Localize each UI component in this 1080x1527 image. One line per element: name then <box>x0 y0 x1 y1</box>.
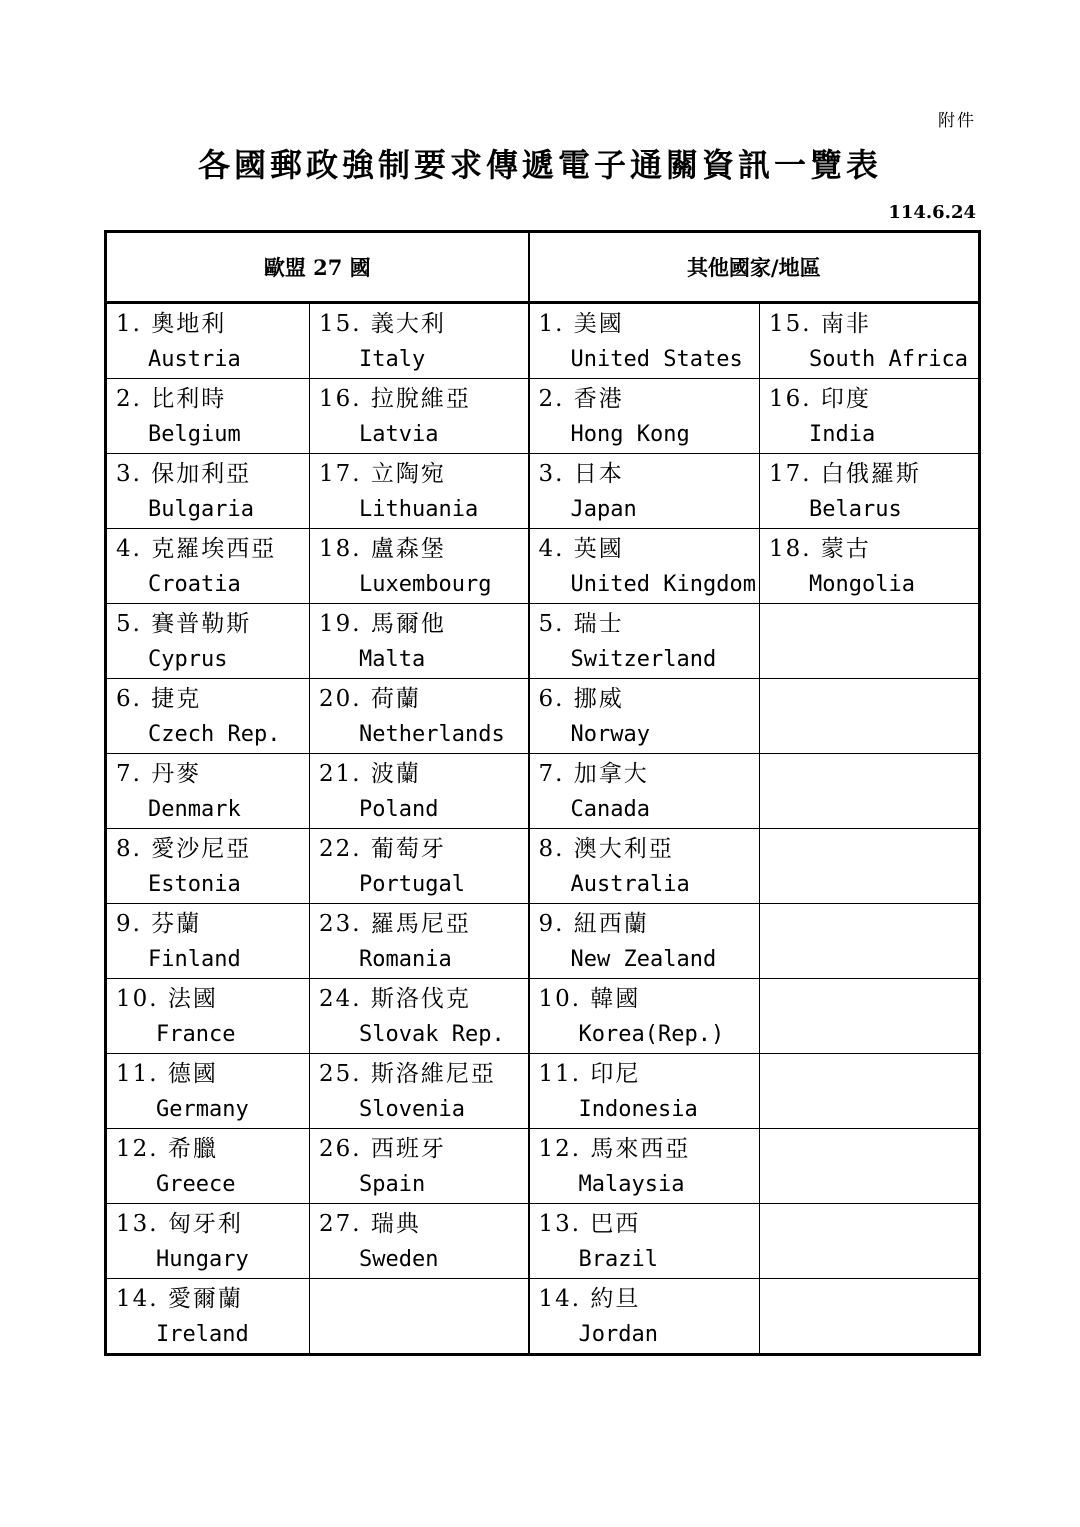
country-cell <box>310 303 529 379</box>
country-entry <box>310 604 528 678</box>
table-row <box>106 1129 980 1204</box>
country-name-en: United States <box>570 347 743 372</box>
country-name-en: Finland <box>148 947 241 972</box>
country-cell <box>529 379 760 454</box>
country-entry <box>310 904 528 978</box>
country-entry <box>760 304 978 378</box>
country-name-en: Hungary <box>156 1247 249 1272</box>
attachment-label: 附件 <box>938 111 976 131</box>
table-row <box>106 303 980 379</box>
country-table <box>104 230 981 1356</box>
country-name-zh: 12. 希臘 <box>116 1136 218 1162</box>
country-entry <box>760 679 978 681</box>
country-name-en: Norway <box>570 722 650 747</box>
country-name-en: Austria <box>148 347 241 372</box>
country-name-zh: 7. 加拿大 <box>538 761 649 787</box>
country-name-en: Latvia <box>359 422 439 447</box>
country-name-zh: 13. 匈牙利 <box>116 1211 243 1237</box>
country-name-zh: 25. 斯洛維尼亞 <box>319 1061 496 1087</box>
country-name-en: Luxembourg <box>359 572 492 597</box>
country-entry <box>107 454 309 528</box>
country-cell <box>760 529 980 604</box>
country-cell <box>529 1054 760 1129</box>
country-entry <box>530 304 760 378</box>
country-cell <box>310 979 529 1054</box>
country-name-en: Netherlands <box>359 722 505 747</box>
country-cell <box>760 754 980 829</box>
country-name-zh: 13. 巴西 <box>538 1211 641 1237</box>
country-name-zh: 6. 捷克 <box>116 686 202 712</box>
country-cell <box>529 1279 760 1355</box>
country-name-en: Hong Kong <box>570 422 690 447</box>
country-name-zh: 10. 韓國 <box>538 986 641 1012</box>
country-entry <box>530 1204 760 1278</box>
country-entry <box>530 904 760 978</box>
country-entry <box>760 529 978 603</box>
country-name-zh: 21. 波蘭 <box>319 761 421 787</box>
header-eu: 歐盟 27 國 <box>106 232 529 303</box>
country-name-en: Malaysia <box>578 1172 685 1197</box>
country-cell <box>106 604 310 679</box>
country-name-zh: 15. 南非 <box>769 311 871 337</box>
country-entry <box>107 754 309 828</box>
table-row <box>106 529 980 604</box>
country-name-en: Ireland <box>156 1322 249 1347</box>
country-entry <box>530 829 760 903</box>
country-entry <box>530 604 760 678</box>
country-name-zh: 16. 拉脫維亞 <box>319 386 471 412</box>
document-date: 114.6.24 <box>888 202 976 223</box>
country-cell <box>310 454 529 529</box>
country-cell <box>529 829 760 904</box>
country-name-zh: 12. 馬來西亞 <box>538 1136 691 1162</box>
country-entry <box>310 829 528 903</box>
country-cell <box>529 679 760 754</box>
country-name-zh: 5. 瑞士 <box>538 611 624 637</box>
country-name-zh: 18. 盧森堡 <box>319 536 446 562</box>
country-entry <box>107 679 309 753</box>
country-entry <box>530 979 760 1053</box>
country-name-zh: 20. 荷蘭 <box>319 686 421 712</box>
country-cell <box>106 1129 310 1204</box>
country-entry <box>760 454 978 528</box>
country-entry <box>310 1054 528 1128</box>
country-entry <box>107 829 309 903</box>
country-cell <box>106 379 310 454</box>
country-cell <box>310 1129 529 1204</box>
country-entry <box>760 1054 978 1056</box>
table-row <box>106 754 980 829</box>
country-entry <box>530 454 760 528</box>
country-name-en: Bulgaria <box>148 497 254 522</box>
country-name-zh: 27. 瑞典 <box>319 1211 421 1237</box>
country-name-zh: 8. 澳大利亞 <box>538 836 674 862</box>
country-entry <box>760 1279 978 1281</box>
country-name-en: Romania <box>359 947 452 972</box>
country-entry <box>107 1204 309 1278</box>
country-entry <box>107 904 309 978</box>
country-entry <box>310 1279 528 1281</box>
country-name-zh: 24. 斯洛伐克 <box>319 986 471 1012</box>
country-entry <box>310 679 528 753</box>
country-cell <box>760 454 980 529</box>
country-name-en: Lithuania <box>359 497 479 522</box>
table-row <box>106 829 980 904</box>
country-name-en: Italy <box>359 347 426 372</box>
country-name-en: Sweden <box>359 1247 439 1272</box>
country-cell <box>310 379 529 454</box>
country-name-en: Australia <box>570 872 690 897</box>
country-entry <box>107 1279 309 1353</box>
country-cell <box>760 904 980 979</box>
country-entry <box>530 1054 760 1128</box>
country-name-en: United Kingdom <box>570 572 756 597</box>
country-entry <box>310 454 528 528</box>
table-row <box>106 454 980 529</box>
country-cell <box>760 1204 980 1279</box>
country-name-zh: 7. 丹麥 <box>116 761 202 787</box>
country-name-zh: 6. 挪威 <box>538 686 624 712</box>
country-name-zh: 3. 日本 <box>538 461 624 487</box>
country-name-zh: 18. 蒙古 <box>769 536 871 562</box>
country-name-zh: 4. 英國 <box>538 536 624 562</box>
country-entry <box>310 754 528 828</box>
country-entry <box>530 379 760 453</box>
country-entry <box>107 1054 309 1128</box>
country-name-en: Czech Rep. <box>148 722 281 747</box>
country-entry <box>760 379 978 453</box>
country-name-zh: 11. 德國 <box>116 1061 218 1087</box>
country-name-zh: 16. 印度 <box>769 386 871 412</box>
country-cell <box>529 979 760 1054</box>
country-cell <box>529 454 760 529</box>
country-name-zh: 3. 保加利亞 <box>116 461 252 487</box>
country-name-en: Portugal <box>359 872 465 897</box>
table-row <box>106 1204 980 1279</box>
country-cell <box>529 529 760 604</box>
country-entry <box>760 979 978 981</box>
country-cell <box>760 1279 980 1355</box>
country-name-en: Mongolia <box>809 572 915 597</box>
country-name-en: Slovenia <box>359 1097 465 1122</box>
country-entry <box>760 1129 978 1131</box>
country-name-en: Belgium <box>148 422 241 447</box>
country-cell <box>529 303 760 379</box>
country-name-en: Spain <box>359 1172 426 1197</box>
country-name-zh: 17. 白俄羅斯 <box>769 461 921 487</box>
country-name-en: Slovak Rep. <box>359 1022 505 1047</box>
country-entry <box>530 1279 760 1353</box>
country-name-zh: 9. 芬蘭 <box>116 911 202 937</box>
country-entry <box>310 379 528 453</box>
country-entry <box>107 529 309 603</box>
country-cell <box>760 604 980 679</box>
country-cell <box>106 979 310 1054</box>
country-entry <box>530 679 760 753</box>
country-cell <box>310 1204 529 1279</box>
country-name-zh: 22. 葡萄牙 <box>319 836 446 862</box>
country-cell <box>529 604 760 679</box>
country-cell <box>760 1054 980 1129</box>
country-cell <box>106 1054 310 1129</box>
country-cell <box>106 454 310 529</box>
country-cell <box>310 1279 529 1355</box>
country-name-zh: 11. 印尼 <box>538 1061 641 1087</box>
country-entry <box>107 379 309 453</box>
country-name-en: South Africa <box>809 347 968 372</box>
country-name-en: Germany <box>156 1097 249 1122</box>
table-row <box>106 379 980 454</box>
country-name-zh: 14. 愛爾蘭 <box>116 1286 243 1312</box>
country-name-en: Switzerland <box>570 647 717 672</box>
country-name-en: India <box>809 422 876 447</box>
country-entry <box>530 529 760 603</box>
country-entry <box>530 1129 760 1203</box>
country-entry <box>310 979 528 1053</box>
header-other: 其他國家/地區 <box>529 232 980 303</box>
table-row <box>106 1054 980 1129</box>
country-name-en: Korea(Rep.) <box>578 1022 725 1047</box>
country-name-zh: 1. 美國 <box>538 311 624 337</box>
country-name-en: Greece <box>156 1172 236 1197</box>
country-cell <box>106 904 310 979</box>
country-name-zh: 26. 西班牙 <box>319 1136 446 1162</box>
country-name-zh: 15. 義大利 <box>319 311 446 337</box>
country-cell <box>760 303 980 379</box>
table-row <box>106 679 980 754</box>
country-name-en: Poland <box>359 797 439 822</box>
country-cell <box>310 679 529 754</box>
country-name-zh: 5. 賽普勒斯 <box>116 611 252 637</box>
country-cell <box>106 529 310 604</box>
country-cell <box>310 1054 529 1129</box>
country-cell <box>529 754 760 829</box>
country-name-zh: 19. 馬爾他 <box>319 611 446 637</box>
country-name-zh: 14. 約旦 <box>538 1286 641 1312</box>
country-entry <box>760 829 978 831</box>
country-name-en: Cyprus <box>148 647 228 672</box>
country-cell <box>106 1204 310 1279</box>
country-name-en: Malta <box>359 647 426 672</box>
table-body <box>106 303 980 1355</box>
country-entry <box>107 304 309 378</box>
table-row <box>106 904 980 979</box>
country-name-en: Jordan <box>578 1322 658 1347</box>
table-row <box>106 604 980 679</box>
country-cell <box>760 979 980 1054</box>
country-cell <box>310 604 529 679</box>
country-name-zh: 9. 紐西蘭 <box>538 911 649 937</box>
table-row <box>106 1279 980 1355</box>
country-cell <box>106 679 310 754</box>
country-entry <box>310 304 528 378</box>
country-cell <box>106 754 310 829</box>
table-header-row <box>106 232 980 303</box>
country-entry <box>760 1204 978 1206</box>
country-cell <box>310 904 529 979</box>
country-name-en: Canada <box>570 797 650 822</box>
country-name-en: New Zealand <box>570 947 717 972</box>
country-entry <box>760 604 978 606</box>
country-entry <box>107 1129 309 1203</box>
country-name-en: Indonesia <box>578 1097 698 1122</box>
country-cell <box>760 829 980 904</box>
country-cell <box>760 379 980 454</box>
country-entry <box>760 904 978 906</box>
country-name-zh: 17. 立陶宛 <box>319 461 446 487</box>
country-name-en: Japan <box>570 497 637 522</box>
country-name-zh: 1. 奧地利 <box>116 311 227 337</box>
country-name-en: Brazil <box>578 1247 658 1272</box>
country-name-zh: 23. 羅馬尼亞 <box>319 911 471 937</box>
country-cell <box>760 679 980 754</box>
country-entry <box>530 754 760 828</box>
country-cell <box>760 1129 980 1204</box>
table-row <box>106 979 980 1054</box>
country-name-zh: 10. 法國 <box>116 986 218 1012</box>
country-name-en: Denmark <box>148 797 241 822</box>
country-cell <box>106 303 310 379</box>
country-cell <box>529 1204 760 1279</box>
country-entry <box>760 754 978 756</box>
page-title: 各國郵政強制要求傳遞電子通關資訊一覽表 <box>197 146 882 184</box>
country-entry <box>310 529 528 603</box>
country-name-zh: 2. 香港 <box>538 386 624 412</box>
country-cell <box>310 754 529 829</box>
country-name-en: France <box>156 1022 236 1047</box>
country-cell <box>529 904 760 979</box>
country-entry <box>310 1204 528 1278</box>
country-name-zh: 8. 愛沙尼亞 <box>116 836 252 862</box>
country-name-zh: 4. 克羅埃西亞 <box>116 536 277 562</box>
country-name-en: Croatia <box>148 572 241 597</box>
country-entry <box>310 1129 528 1203</box>
country-cell <box>106 829 310 904</box>
country-cell <box>106 1279 310 1355</box>
country-cell <box>529 1129 760 1204</box>
country-entry <box>107 979 309 1053</box>
country-cell <box>310 829 529 904</box>
country-name-en: Estonia <box>148 872 241 897</box>
country-name-zh: 2. 比利時 <box>116 386 227 412</box>
country-name-en: Belarus <box>809 497 902 522</box>
country-cell <box>310 529 529 604</box>
country-entry <box>107 604 309 678</box>
